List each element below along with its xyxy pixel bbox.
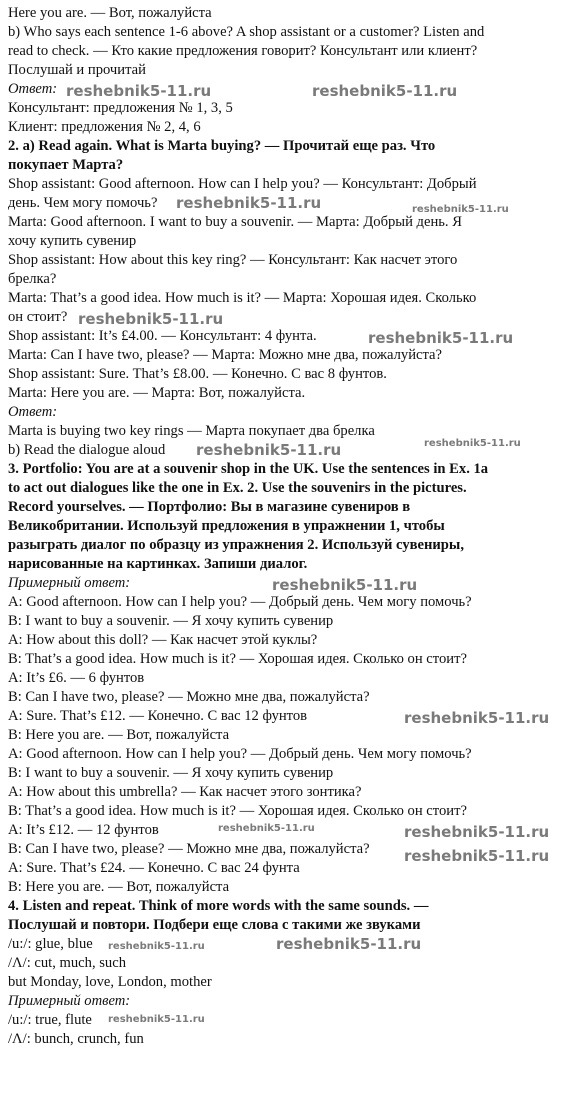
text-line: B: That’s a good idea. How much is it? — Хорошая идея. Сколько он стоит? (8, 651, 467, 667)
text-line: B: I want to buy a souvenir. — Я хочу купить сувенир (8, 613, 334, 629)
text-line: b) Read the dialogue aloud (8, 442, 166, 458)
text-line: B: Can I have two, please? — Можно мне два, пожалуйста? (8, 841, 370, 857)
exercise-heading: покупает Марта? (8, 157, 124, 173)
text-line: A: How about this umbrella? — Как насчет этого зонтика? (8, 784, 362, 800)
answer-label: Ответ: (8, 404, 58, 420)
text-line: A: Sure. That’s £24. — Конечно. С вас 24 фунта (8, 860, 300, 876)
text-line: A: Sure. That’s £12. — Конечно. С вас 12 фунтов (8, 708, 308, 724)
watermark: reshebnik5-11.ru (312, 82, 458, 100)
text-line: день. Чем могу помочь? (8, 195, 158, 211)
text-line: A: It’s £6. — 6 фунтов (8, 670, 145, 686)
watermark: reshebnik5-11.ru (108, 1014, 205, 1025)
watermark: reshebnik5-11.ru (108, 941, 205, 952)
text-line: хочу купить сувенир (8, 233, 137, 249)
watermark: reshebnik5-11.ru (176, 194, 322, 212)
text-line: Послушай и прочитай (8, 62, 146, 78)
text-line: A: It’s £12. — 12 фунтов (8, 822, 159, 838)
text-line: Shop assistant: Sure. That’s £8.00. — Конечно. С вас 8 фунтов. (8, 366, 387, 382)
watermark: reshebnik5-11.ru (404, 847, 550, 865)
watermark: reshebnik5-11.ru (368, 329, 514, 347)
text-line: B: Here you are. — Вот, пожалуйста (8, 879, 230, 895)
text-line: он стоит? (8, 309, 68, 325)
watermark: reshebnik5-11.ru (218, 823, 315, 834)
text-line: B: Here you are. — Вот, пожалуйста (8, 727, 230, 743)
text-line: A: Good afternoon. How can I help you? — Добрый день. Чем могу помочь? (8, 594, 472, 610)
exercise-heading: разыграть диалог по образцу из упражнения 2. Используй сувениры, (8, 537, 464, 553)
text-line: Marta: That’s a good idea. How much is it? — Марта: Хорошая идея. Сколько (8, 290, 477, 306)
text-line: b) Who says each sentence 1-6 above? A shop assistant or a customer? Listen and (8, 24, 485, 40)
text-line: /Λ/: cut, much, such (8, 955, 126, 971)
text-line: /u:/: glue, blue (8, 936, 93, 952)
text-line: Marta: Can I have two, please? — Марта: Можно мне два, пожалуйста? (8, 347, 442, 363)
text-line: B: Can I have two, please? — Можно мне два, пожалуйста? (8, 689, 370, 705)
text-line: Консультант: предложения № 1, 3, 5 (8, 100, 233, 116)
sample-answer-label: Примерный ответ: (8, 993, 131, 1009)
text-line: B: I want to buy a souvenir. — Я хочу купить сувенир (8, 765, 334, 781)
exercise-heading: 4. Listen and repeat. Think of more words with the same sounds. — (8, 898, 429, 914)
exercise-heading: Послушай и повтори. Подбери еще слова с такими же звуками (8, 917, 421, 933)
watermark: reshebnik5-11.ru (78, 310, 224, 328)
watermark: reshebnik5-11.ru (404, 709, 550, 727)
answer-label: Ответ: (8, 81, 58, 97)
text-line: /u:/: true, flute (8, 1012, 92, 1028)
watermark: reshebnik5-11.ru (196, 441, 342, 459)
watermark: reshebnik5-11.ru (424, 438, 521, 449)
text-line: but Monday, love, London, mother (8, 974, 212, 990)
text-line: A: How about this doll? — Как насчет этой куклы? (8, 632, 318, 648)
text-line: Shop assistant: Good afternoon. How can I help you? — Консультант: Добрый (8, 176, 477, 192)
text-line: Marta is buying two key rings — Марта покупает два брелка (8, 423, 375, 439)
text-line: Shop assistant: It’s £4.00. — Консультант: 4 фунта. (8, 328, 317, 344)
watermark: reshebnik5-11.ru (412, 204, 509, 215)
text-line: B: That’s a good idea. How much is it? — Хорошая идея. Сколько он стоит? (8, 803, 467, 819)
watermark: reshebnik5-11.ru (272, 576, 418, 594)
text-line: Marta: Here you are. — Марта: Вот, пожалуйста. (8, 385, 306, 401)
exercise-heading: Великобритании. Используй предложения в упражнении 1, чтобы (8, 518, 445, 534)
exercise-heading: нарисованные на картинках. Запиши диалог. (8, 556, 308, 572)
exercise-heading: 3. Portfolio: You are at a souvenir shop in the UK. Use the sentences in Ex. 1a (8, 461, 489, 477)
text-line: read to check. — Кто какие предложения говорит? Консультант или клиент? (8, 43, 478, 59)
text-line: Shop assistant: How about this key ring? — Консультант: Как насчет этого (8, 252, 458, 268)
exercise-heading: to act out dialogues like the one in Ex. 2. Use the souvenirs in the pictures. (8, 480, 467, 496)
watermark: reshebnik5-11.ru (276, 935, 422, 953)
exercise-heading: 2. a) Read again. What is Marta buying? — Прочитай еще раз. Что (8, 138, 436, 154)
text-line: /Λ/: bunch, crunch, fun (8, 1031, 144, 1047)
text-line: Here you are. — Вот, пожалуйста (8, 5, 212, 21)
text-line: Клиент: предложения № 2, 4, 6 (8, 119, 201, 135)
text-line: Marta: Good afternoon. I want to buy a souvenir. — Марта: Добрый день. Я (8, 214, 462, 230)
watermark: reshebnik5-11.ru (66, 82, 212, 100)
text-line: брелка? (8, 271, 57, 287)
text-line: A: Good afternoon. How can I help you? — Добрый день. Чем могу помочь? (8, 746, 472, 762)
watermark: reshebnik5-11.ru (404, 823, 550, 841)
sample-answer-label: Примерный ответ: (8, 575, 131, 591)
exercise-heading: Record yourselves. — Портфолио: Вы в магазине сувениров в (8, 499, 411, 515)
